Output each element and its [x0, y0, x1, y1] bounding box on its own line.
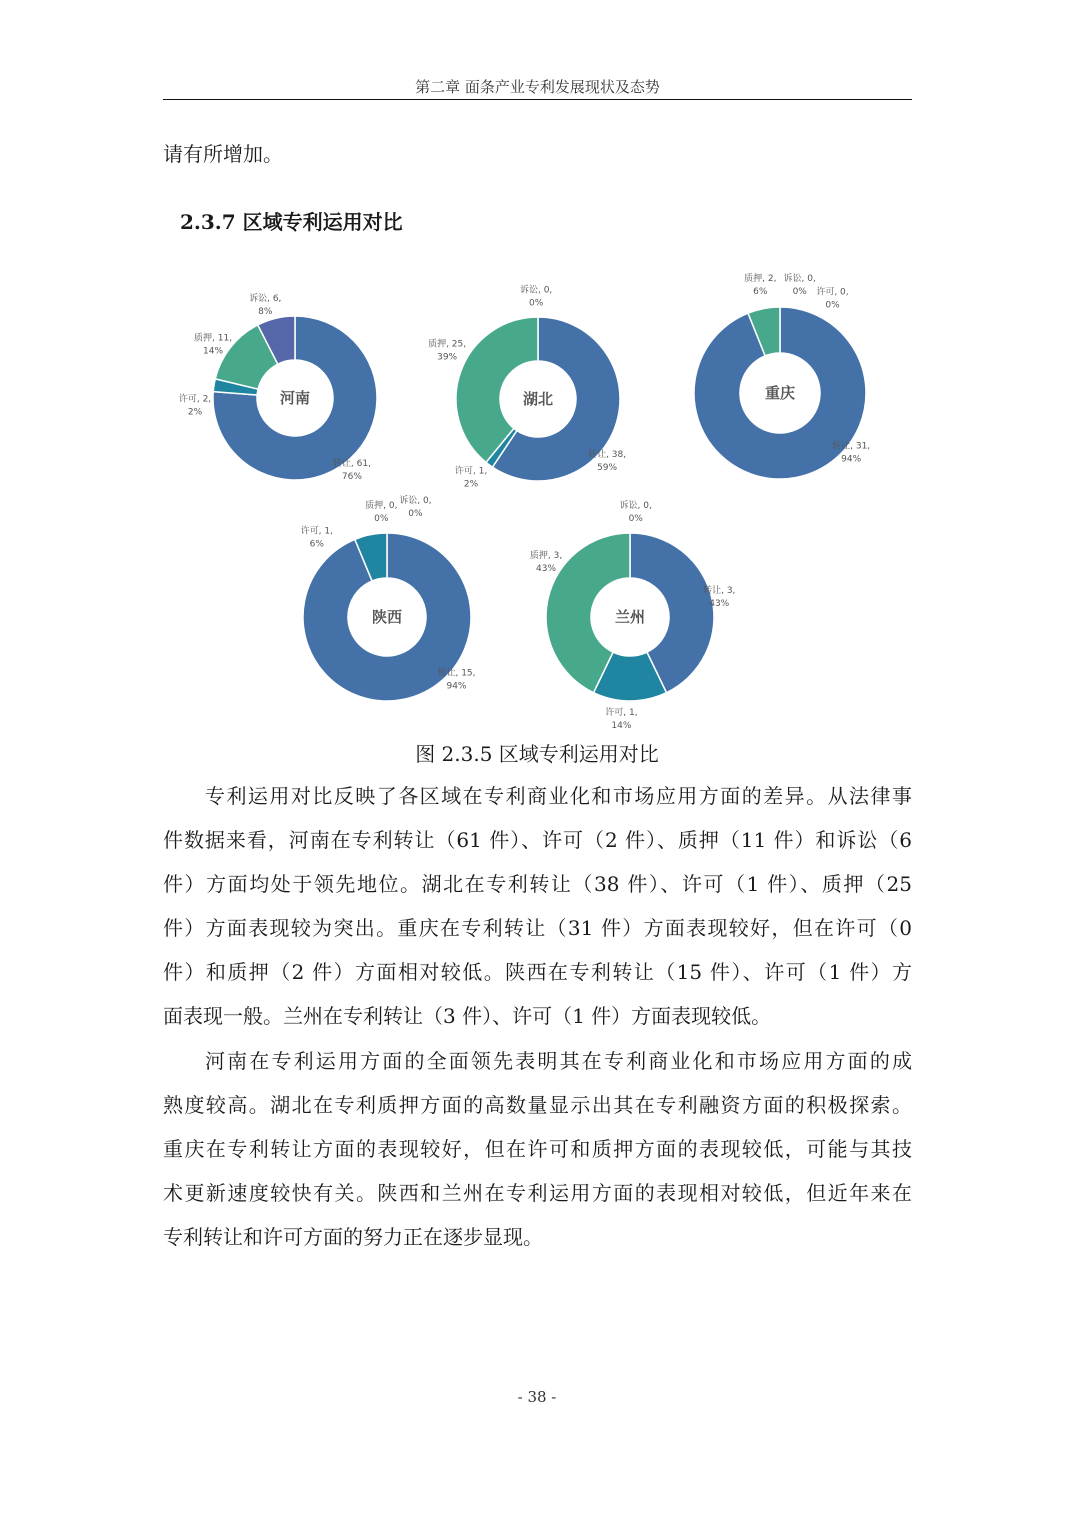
paragraph-line: 术更新速度较快有关。陕西和兰州在专利运用方面的表现相对较低，但近年来在	[163, 1181, 912, 1205]
slice-label: 转让, 15, 94%	[437, 668, 476, 692]
chart-center-label: 河南	[279, 389, 311, 407]
paragraph-line: 件）方面均处于领先地位。湖北在专利转让（38 件）、许可（1 件）、质押（25	[163, 872, 912, 896]
paragraph-line: 熟度较高。湖北在专利质押方面的高数量显示出其在专利融资方面的积极探索。	[163, 1093, 912, 1117]
paragraph-line: 专利转让和许可方面的努力正在逐步显现。	[163, 1225, 543, 1249]
page-number: - 38 -	[517, 1388, 557, 1406]
paragraph-line: 件）和质押（2 件）方面相对较低。陕西在专利转让（15 件）、许可（1 件）方	[163, 960, 912, 984]
slice-label: 诉讼, 0, 0%	[783, 274, 816, 298]
donut-chart-1	[179, 292, 377, 482]
slice-label: 诉讼, 0, 0%	[399, 495, 432, 519]
donut-chart-4	[301, 494, 476, 701]
slice-label: 许可, 0, 0%	[816, 287, 849, 311]
paragraph-line: 专利运用对比反映了各区域在专利商业化和市场应用方面的差异。从法律事	[205, 784, 912, 808]
donut-chart-5	[530, 499, 736, 730]
chart-center-label: 兰州	[614, 608, 646, 626]
slice-label: 转让, 31, 94%	[832, 441, 871, 465]
carryover-text: 请有所增加。	[163, 142, 283, 166]
paragraph-line: 河南在专利运用方面的全面领先表明其在专利商业化和市场应用方面的成	[205, 1049, 912, 1073]
header-rule	[163, 99, 912, 100]
slice-label: 质押, 11, 14%	[194, 333, 233, 357]
paragraph-1	[163, 774, 912, 1038]
chart-center-label: 陕西	[371, 608, 403, 626]
chart-center-label: 湖北	[522, 390, 554, 408]
donut-charts	[163, 270, 912, 730]
slice-label: 许可, 1, 2%	[454, 466, 488, 490]
slice-label: 转让, 38, 59%	[588, 449, 627, 473]
slice-label: 转让, 3, 43%	[703, 586, 736, 610]
paragraph-line: 件）方面表现较为突出。重庆在专利转让（31 件）方面表现较好，但在许可（0	[163, 916, 912, 940]
chart-center-label: 重庆	[764, 384, 796, 402]
donut-chart-3	[694, 272, 870, 479]
slice-label: 诉讼, 6, 8%	[249, 293, 282, 317]
slice-label: 许可, 1, 14%	[605, 707, 638, 730]
paragraph-line: 件数据来看，河南在专利转让（61 件）、许可（2 件）、质押（11 件）和诉讼（6	[163, 828, 912, 852]
slice-label: 诉讼, 0, 0%	[519, 285, 553, 309]
figure-caption: 图 2.3.5 区域专利运用对比	[415, 742, 659, 766]
slice-label: 转让, 61, 76%	[332, 458, 371, 482]
paragraph-line: 重庆在专利转让方面的表现较好，但在许可和质押方面的表现较低，可能与其技	[163, 1137, 912, 1161]
slice-label: 诉讼, 0, 0%	[619, 500, 652, 524]
donut-chart-2	[428, 283, 626, 489]
paragraph-line: 面表现一般。兰州在专利转让（3 件）、许可（1 件）方面表现较低。	[163, 1004, 772, 1028]
running-header: 第二章 面条产业专利发展现状及态势	[415, 78, 660, 96]
paragraph-2	[163, 1039, 912, 1259]
slice-label: 质押, 0, 0%	[365, 500, 398, 524]
slice-label: 质押, 2, 6%	[744, 274, 777, 298]
slice-label: 质押, 25, 39%	[428, 339, 467, 363]
slice-label: 质押, 3, 43%	[529, 551, 563, 575]
slice-label: 许可, 2, 2%	[178, 394, 212, 418]
slice-label: 许可, 1, 6%	[300, 526, 333, 550]
section-heading: 2.3.7 区域专利运用对比	[180, 210, 403, 234]
